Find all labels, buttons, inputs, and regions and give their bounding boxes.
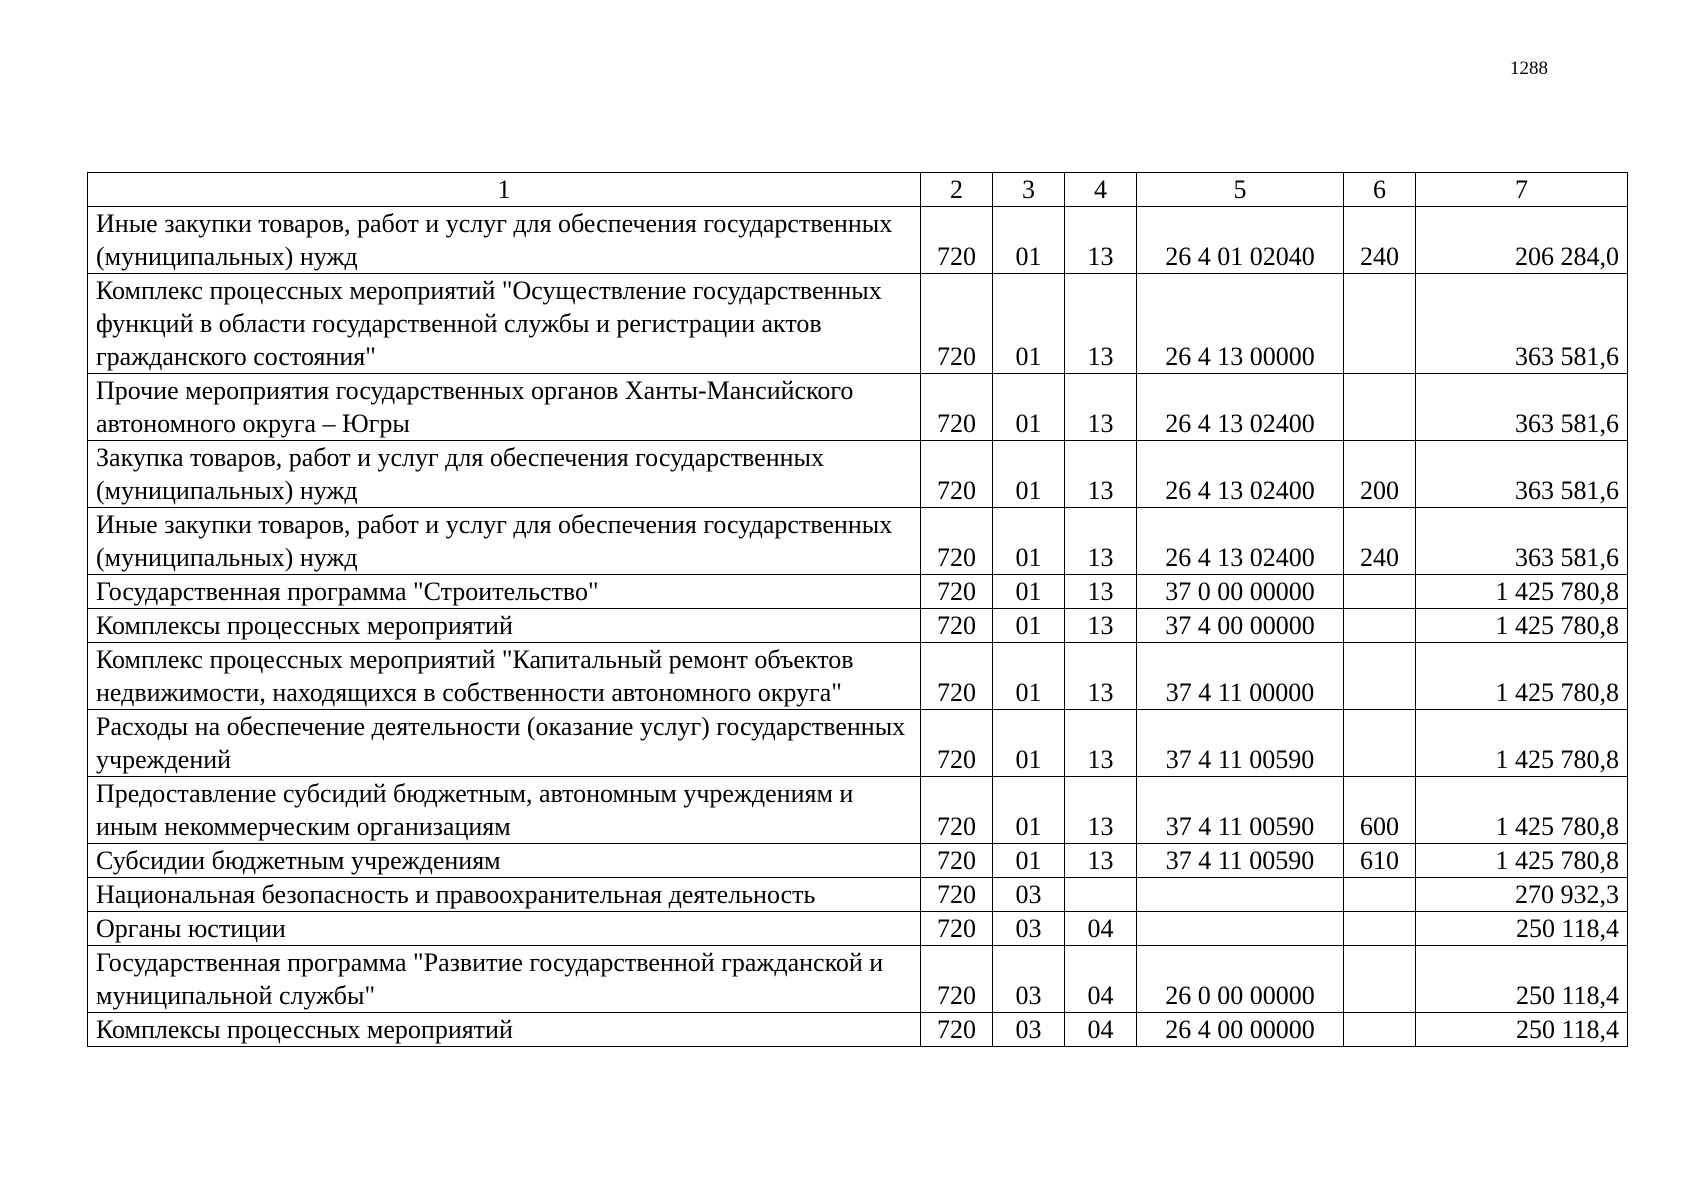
row-name-cell: Комплексы процессных мероприятий bbox=[88, 609, 921, 643]
table-row bbox=[88, 609, 1628, 643]
row-name-cell: Предоставление субсидий бюджетным, автономным учреждениям и иным некоммерческим организациям bbox=[88, 777, 921, 844]
column-header: 5 bbox=[1137, 173, 1344, 207]
row-name-cell: Комплекс процессных мероприятий "Осуществление государственных функций в области государственной службы и регистрации актов гражданского состояния" bbox=[88, 274, 921, 374]
row-name-cell: Закупка товаров, работ и услуг для обеспечения государственных (муниципальных) нужд bbox=[88, 441, 921, 508]
row-subsection-cell bbox=[1065, 878, 1137, 912]
row-amount-cell: 1 425 780,8 bbox=[1416, 575, 1628, 609]
row-target-article-cell bbox=[1137, 912, 1344, 946]
row-target-article-cell: 26 4 13 02400 bbox=[1137, 441, 1344, 508]
row-target-article-cell: 37 4 11 00590 bbox=[1137, 777, 1344, 844]
row-grbs-cell: 720 bbox=[921, 844, 993, 878]
row-section-cell: 03 bbox=[993, 912, 1065, 946]
row-expense-type-cell bbox=[1344, 609, 1416, 643]
row-subsection-cell: 04 bbox=[1065, 912, 1137, 946]
table-row bbox=[88, 1013, 1628, 1047]
row-target-article-cell: 37 4 11 00590 bbox=[1137, 710, 1344, 777]
row-section-cell: 01 bbox=[993, 777, 1065, 844]
row-subsection-cell: 13 bbox=[1065, 575, 1137, 609]
row-amount-cell: 1 425 780,8 bbox=[1416, 643, 1628, 710]
row-section-cell: 01 bbox=[993, 575, 1065, 609]
table-row bbox=[88, 441, 1628, 508]
table-row bbox=[88, 274, 1628, 374]
row-expense-type-cell: 610 bbox=[1344, 844, 1416, 878]
row-subsection-cell: 13 bbox=[1065, 844, 1137, 878]
row-expense-type-cell bbox=[1344, 946, 1416, 1013]
row-section-cell: 01 bbox=[993, 441, 1065, 508]
row-target-article-cell bbox=[1137, 878, 1344, 912]
table-row bbox=[88, 777, 1628, 844]
row-target-article-cell: 26 0 00 00000 bbox=[1137, 946, 1344, 1013]
row-amount-cell: 1 425 780,8 bbox=[1416, 844, 1628, 878]
row-expense-type-cell bbox=[1344, 710, 1416, 777]
row-grbs-cell: 720 bbox=[921, 1013, 993, 1047]
row-amount-cell: 250 118,4 bbox=[1416, 912, 1628, 946]
row-section-cell: 01 bbox=[993, 508, 1065, 575]
row-target-article-cell: 26 4 01 02040 bbox=[1137, 207, 1344, 274]
row-expense-type-cell bbox=[1344, 878, 1416, 912]
row-amount-cell: 1 425 780,8 bbox=[1416, 710, 1628, 777]
table-row bbox=[88, 374, 1628, 441]
row-section-cell: 03 bbox=[993, 878, 1065, 912]
row-name-cell: Комплекс процессных мероприятий "Капитальный ремонт объектов недвижимости, находящихся в собственности автономного округа" bbox=[88, 643, 921, 710]
row-target-article-cell: 26 4 13 02400 bbox=[1137, 374, 1344, 441]
row-subsection-cell: 04 bbox=[1065, 1013, 1137, 1047]
row-name-cell: Субсидии бюджетным учреждениям bbox=[88, 844, 921, 878]
table-row bbox=[88, 912, 1628, 946]
row-grbs-cell: 720 bbox=[921, 274, 993, 374]
row-subsection-cell: 13 bbox=[1065, 710, 1137, 777]
table-row bbox=[88, 643, 1628, 710]
row-name-cell: Иные закупки товаров, работ и услуг для обеспечения государственных (муниципальных) нужд bbox=[88, 207, 921, 274]
row-section-cell: 01 bbox=[993, 643, 1065, 710]
table-row bbox=[88, 508, 1628, 575]
row-subsection-cell: 13 bbox=[1065, 643, 1137, 710]
row-name-cell: Государственная программа "Строительство" bbox=[88, 575, 921, 609]
row-expense-type-cell bbox=[1344, 374, 1416, 441]
row-expense-type-cell: 240 bbox=[1344, 207, 1416, 274]
row-target-article-cell: 37 0 00 00000 bbox=[1137, 575, 1344, 609]
row-amount-cell: 1 425 780,8 bbox=[1416, 777, 1628, 844]
row-section-cell: 01 bbox=[993, 710, 1065, 777]
row-expense-type-cell bbox=[1344, 575, 1416, 609]
table-row bbox=[88, 575, 1628, 609]
table-header-row bbox=[88, 173, 1628, 207]
row-target-article-cell: 26 4 13 02400 bbox=[1137, 508, 1344, 575]
row-amount-cell: 270 932,3 bbox=[1416, 878, 1628, 912]
row-subsection-cell: 04 bbox=[1065, 946, 1137, 1013]
row-amount-cell: 250 118,4 bbox=[1416, 1013, 1628, 1047]
column-header: 4 bbox=[1065, 173, 1137, 207]
row-subsection-cell: 13 bbox=[1065, 777, 1137, 844]
table-row bbox=[88, 207, 1628, 274]
row-expense-type-cell bbox=[1344, 643, 1416, 710]
row-expense-type-cell bbox=[1344, 912, 1416, 946]
row-name-cell: Иные закупки товаров, работ и услуг для обеспечения государственных (муниципальных) нужд bbox=[88, 508, 921, 575]
row-subsection-cell: 13 bbox=[1065, 207, 1137, 274]
row-expense-type-cell: 240 bbox=[1344, 508, 1416, 575]
row-name-cell: Комплексы процессных мероприятий bbox=[88, 1013, 921, 1047]
column-header: 3 bbox=[993, 173, 1065, 207]
row-name-cell: Национальная безопасность и правоохранительная деятельность bbox=[88, 878, 921, 912]
row-target-article-cell: 37 4 00 00000 bbox=[1137, 609, 1344, 643]
row-name-cell: Прочие мероприятия государственных органов Ханты-Мансийского автономного округа – Югры bbox=[88, 374, 921, 441]
row-name-cell: Расходы на обеспечение деятельности (оказание услуг) государственных учреждений bbox=[88, 710, 921, 777]
row-expense-type-cell: 200 bbox=[1344, 441, 1416, 508]
table-row bbox=[88, 878, 1628, 912]
row-expense-type-cell bbox=[1344, 274, 1416, 374]
row-amount-cell: 206 284,0 bbox=[1416, 207, 1628, 274]
row-subsection-cell: 13 bbox=[1065, 274, 1137, 374]
row-expense-type-cell: 600 bbox=[1344, 777, 1416, 844]
row-section-cell: 01 bbox=[993, 609, 1065, 643]
row-target-article-cell: 37 4 11 00000 bbox=[1137, 643, 1344, 710]
row-target-article-cell: 37 4 11 00590 bbox=[1137, 844, 1344, 878]
row-target-article-cell: 26 4 13 00000 bbox=[1137, 274, 1344, 374]
page-number: 1288 bbox=[1510, 58, 1548, 79]
row-grbs-cell: 720 bbox=[921, 710, 993, 777]
row-section-cell: 03 bbox=[993, 1013, 1065, 1047]
row-grbs-cell: 720 bbox=[921, 207, 993, 274]
row-name-cell: Органы юстиции bbox=[88, 912, 921, 946]
row-amount-cell: 363 581,6 bbox=[1416, 508, 1628, 575]
row-expense-type-cell bbox=[1344, 1013, 1416, 1047]
column-header: 6 bbox=[1344, 173, 1416, 207]
row-grbs-cell: 720 bbox=[921, 374, 993, 441]
table-row bbox=[88, 844, 1628, 878]
row-target-article-cell: 26 4 00 00000 bbox=[1137, 1013, 1344, 1047]
row-amount-cell: 363 581,6 bbox=[1416, 274, 1628, 374]
table-row bbox=[88, 946, 1628, 1013]
row-grbs-cell: 720 bbox=[921, 878, 993, 912]
row-section-cell: 01 bbox=[993, 274, 1065, 374]
row-section-cell: 01 bbox=[993, 844, 1065, 878]
row-subsection-cell: 13 bbox=[1065, 441, 1137, 508]
row-subsection-cell: 13 bbox=[1065, 508, 1137, 575]
row-grbs-cell: 720 bbox=[921, 946, 993, 1013]
column-header: 7 bbox=[1416, 173, 1628, 207]
row-grbs-cell: 720 bbox=[921, 508, 993, 575]
row-grbs-cell: 720 bbox=[921, 441, 993, 508]
row-section-cell: 03 bbox=[993, 946, 1065, 1013]
column-header: 1 bbox=[88, 173, 921, 207]
budget-table bbox=[87, 172, 1628, 1047]
row-grbs-cell: 720 bbox=[921, 777, 993, 844]
row-amount-cell: 363 581,6 bbox=[1416, 441, 1628, 508]
row-section-cell: 01 bbox=[993, 374, 1065, 441]
column-header: 2 bbox=[921, 173, 993, 207]
row-subsection-cell: 13 bbox=[1065, 609, 1137, 643]
row-amount-cell: 250 118,4 bbox=[1416, 946, 1628, 1013]
row-grbs-cell: 720 bbox=[921, 912, 993, 946]
row-section-cell: 01 bbox=[993, 207, 1065, 274]
row-grbs-cell: 720 bbox=[921, 609, 993, 643]
row-grbs-cell: 720 bbox=[921, 643, 993, 710]
row-subsection-cell: 13 bbox=[1065, 374, 1137, 441]
row-name-cell: Государственная программа "Развитие государственной гражданской и муниципальной службы" bbox=[88, 946, 921, 1013]
row-amount-cell: 1 425 780,8 bbox=[1416, 609, 1628, 643]
row-grbs-cell: 720 bbox=[921, 575, 993, 609]
table-body bbox=[88, 207, 1628, 1047]
row-amount-cell: 363 581,6 bbox=[1416, 374, 1628, 441]
table-row bbox=[88, 710, 1628, 777]
